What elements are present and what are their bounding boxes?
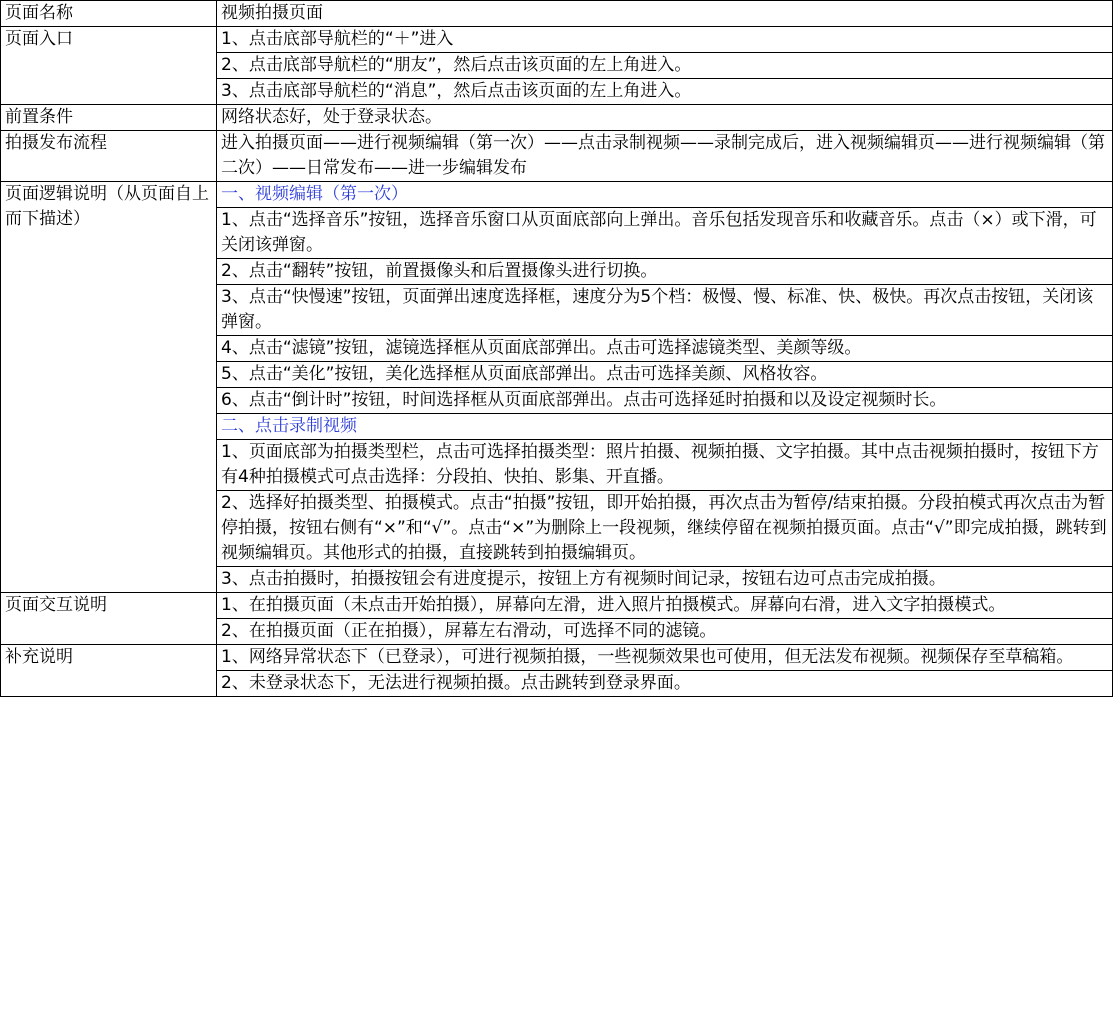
- cell-value: 4、点击“滤镜”按钮，滤镜选择框从页面底部弹出。点击可选择滤镜类型、美颜等级。: [217, 336, 1113, 362]
- cell-value: 进入拍摄页面——进行视频编辑（第一次）——点击录制视频——录制完成后，进入视频编辑页——进行视频编辑（第二次）——日常发布——进一步编辑发布: [217, 131, 1113, 182]
- blank-cell: [1, 388, 217, 414]
- row-label-flow: 拍摄发布流程: [1, 131, 217, 182]
- table-row: [1, 131, 1113, 182]
- section-heading: 一、视频编辑（第一次）: [217, 182, 1113, 208]
- row-label-supplement: 补充说明: [1, 645, 217, 697]
- blank-cell: [1, 440, 217, 491]
- blank-cell: [1, 285, 217, 336]
- cell-value: 1、点击底部导航栏的“＋”进入: [217, 27, 1113, 53]
- table-row: [1, 491, 1113, 567]
- cell-value: 2、选择好拍摄类型、拍摄模式。点击“拍摄”按钮，即开始拍摄，再次点击为暂停/结束拍摄。分段拍模式再次点击为暂停拍摄，按钮右侧有“×”和“√”。点击“×”为删除上一段视频，继续停留在视频拍摄页面。点击“√”即完成拍摄，跳转到视频编辑页。其他形式的拍摄，直接跳转到拍摄编辑页。: [217, 491, 1113, 567]
- row-label-precondition: 前置条件: [1, 105, 217, 131]
- cell-value: 1、点击“选择音乐”按钮，选择音乐窗口从页面底部向上弹出。音乐包括发现音乐和收藏音乐。点击（×）或下滑，可关闭该弹窗。: [217, 208, 1113, 259]
- cell-value: 3、点击拍摄时，拍摄按钮会有进度提示，按钮上方有视频时间记录，按钮右边可点击完成拍摄。: [217, 567, 1113, 593]
- table-row: [1, 182, 1113, 208]
- cell-value: 1、网络异常状态下（已登录），可进行视频拍摄，一些视频效果也可使用，但无法发布视频。视频保存至草稿箱。: [217, 645, 1113, 671]
- table-row: [1, 593, 1113, 619]
- table-row: [1, 567, 1113, 593]
- section-heading: 二、点击录制视频: [217, 414, 1113, 440]
- cell-value: 2、未登录状态下，无法进行视频拍摄。点击跳转到登录界面。: [217, 671, 1113, 697]
- table-row: [1, 105, 1113, 131]
- cell-value: 1、在拍摄页面（未点击开始拍摄），屏幕向左滑，进入照片拍摄模式。屏幕向右滑，进入文字拍摄模式。: [217, 593, 1113, 619]
- table-row: [1, 336, 1113, 362]
- table-row: [1, 388, 1113, 414]
- table-row: [1, 414, 1113, 440]
- cell-value: 3、点击底部导航栏的“消息”，然后点击该页面的左上角进入。: [217, 79, 1113, 105]
- row-label-entry: 页面入口: [1, 27, 217, 105]
- table-row: [1, 285, 1113, 336]
- cell-value: 2、点击底部导航栏的“朋友”，然后点击该页面的左上角进入。: [217, 53, 1113, 79]
- cell-value: 5、点击“美化”按钮，美化选择框从页面底部弹出。点击可选择美颜、风格妆容。: [217, 362, 1113, 388]
- cell-value: 视频拍摄页面: [217, 1, 1113, 27]
- cell-value: 1、页面底部为拍摄类型栏，点击可选择拍摄类型：照片拍摄、视频拍摄、文字拍摄。其中点击视频拍摄时，按钮下方有4种拍摄模式可点击选择：分段拍、快拍、影集、开直播。: [217, 440, 1113, 491]
- blank-cell: [1, 259, 217, 285]
- blank-cell: [1, 336, 217, 362]
- cell-value: 3、点击“快慢速”按钮，页面弹出速度选择框，速度分为5个档：极慢、慢、标准、快、极快。再次点击按钮，关闭该弹窗。: [217, 285, 1113, 336]
- table-row: [1, 27, 1113, 53]
- row-label-interaction: 页面交互说明: [1, 593, 217, 645]
- table-row: [1, 259, 1113, 285]
- table-row: [1, 1, 1113, 27]
- row-label-logic: 页面逻辑说明（从页面自上而下描述）: [1, 182, 217, 259]
- blank-cell: [1, 567, 217, 593]
- blank-cell: [1, 362, 217, 388]
- table-row: [1, 440, 1113, 491]
- cell-value: 2、在拍摄页面（正在拍摄），屏幕左右滑动，可选择不同的滤镜。: [217, 619, 1113, 645]
- cell-value: 2、点击“翻转”按钮，前置摄像头和后置摄像头进行切换。: [217, 259, 1113, 285]
- blank-cell: [1, 414, 217, 440]
- blank-cell: [1, 491, 217, 567]
- table-row: [1, 645, 1113, 671]
- row-label-page-name: 页面名称: [1, 1, 217, 27]
- table-row: [1, 362, 1113, 388]
- cell-value: 6、点击“倒计时”按钮，时间选择框从页面底部弹出。点击可选择延时拍摄和以及设定视频时长。: [217, 388, 1113, 414]
- cell-value: 网络状态好，处于登录状态。: [217, 105, 1113, 131]
